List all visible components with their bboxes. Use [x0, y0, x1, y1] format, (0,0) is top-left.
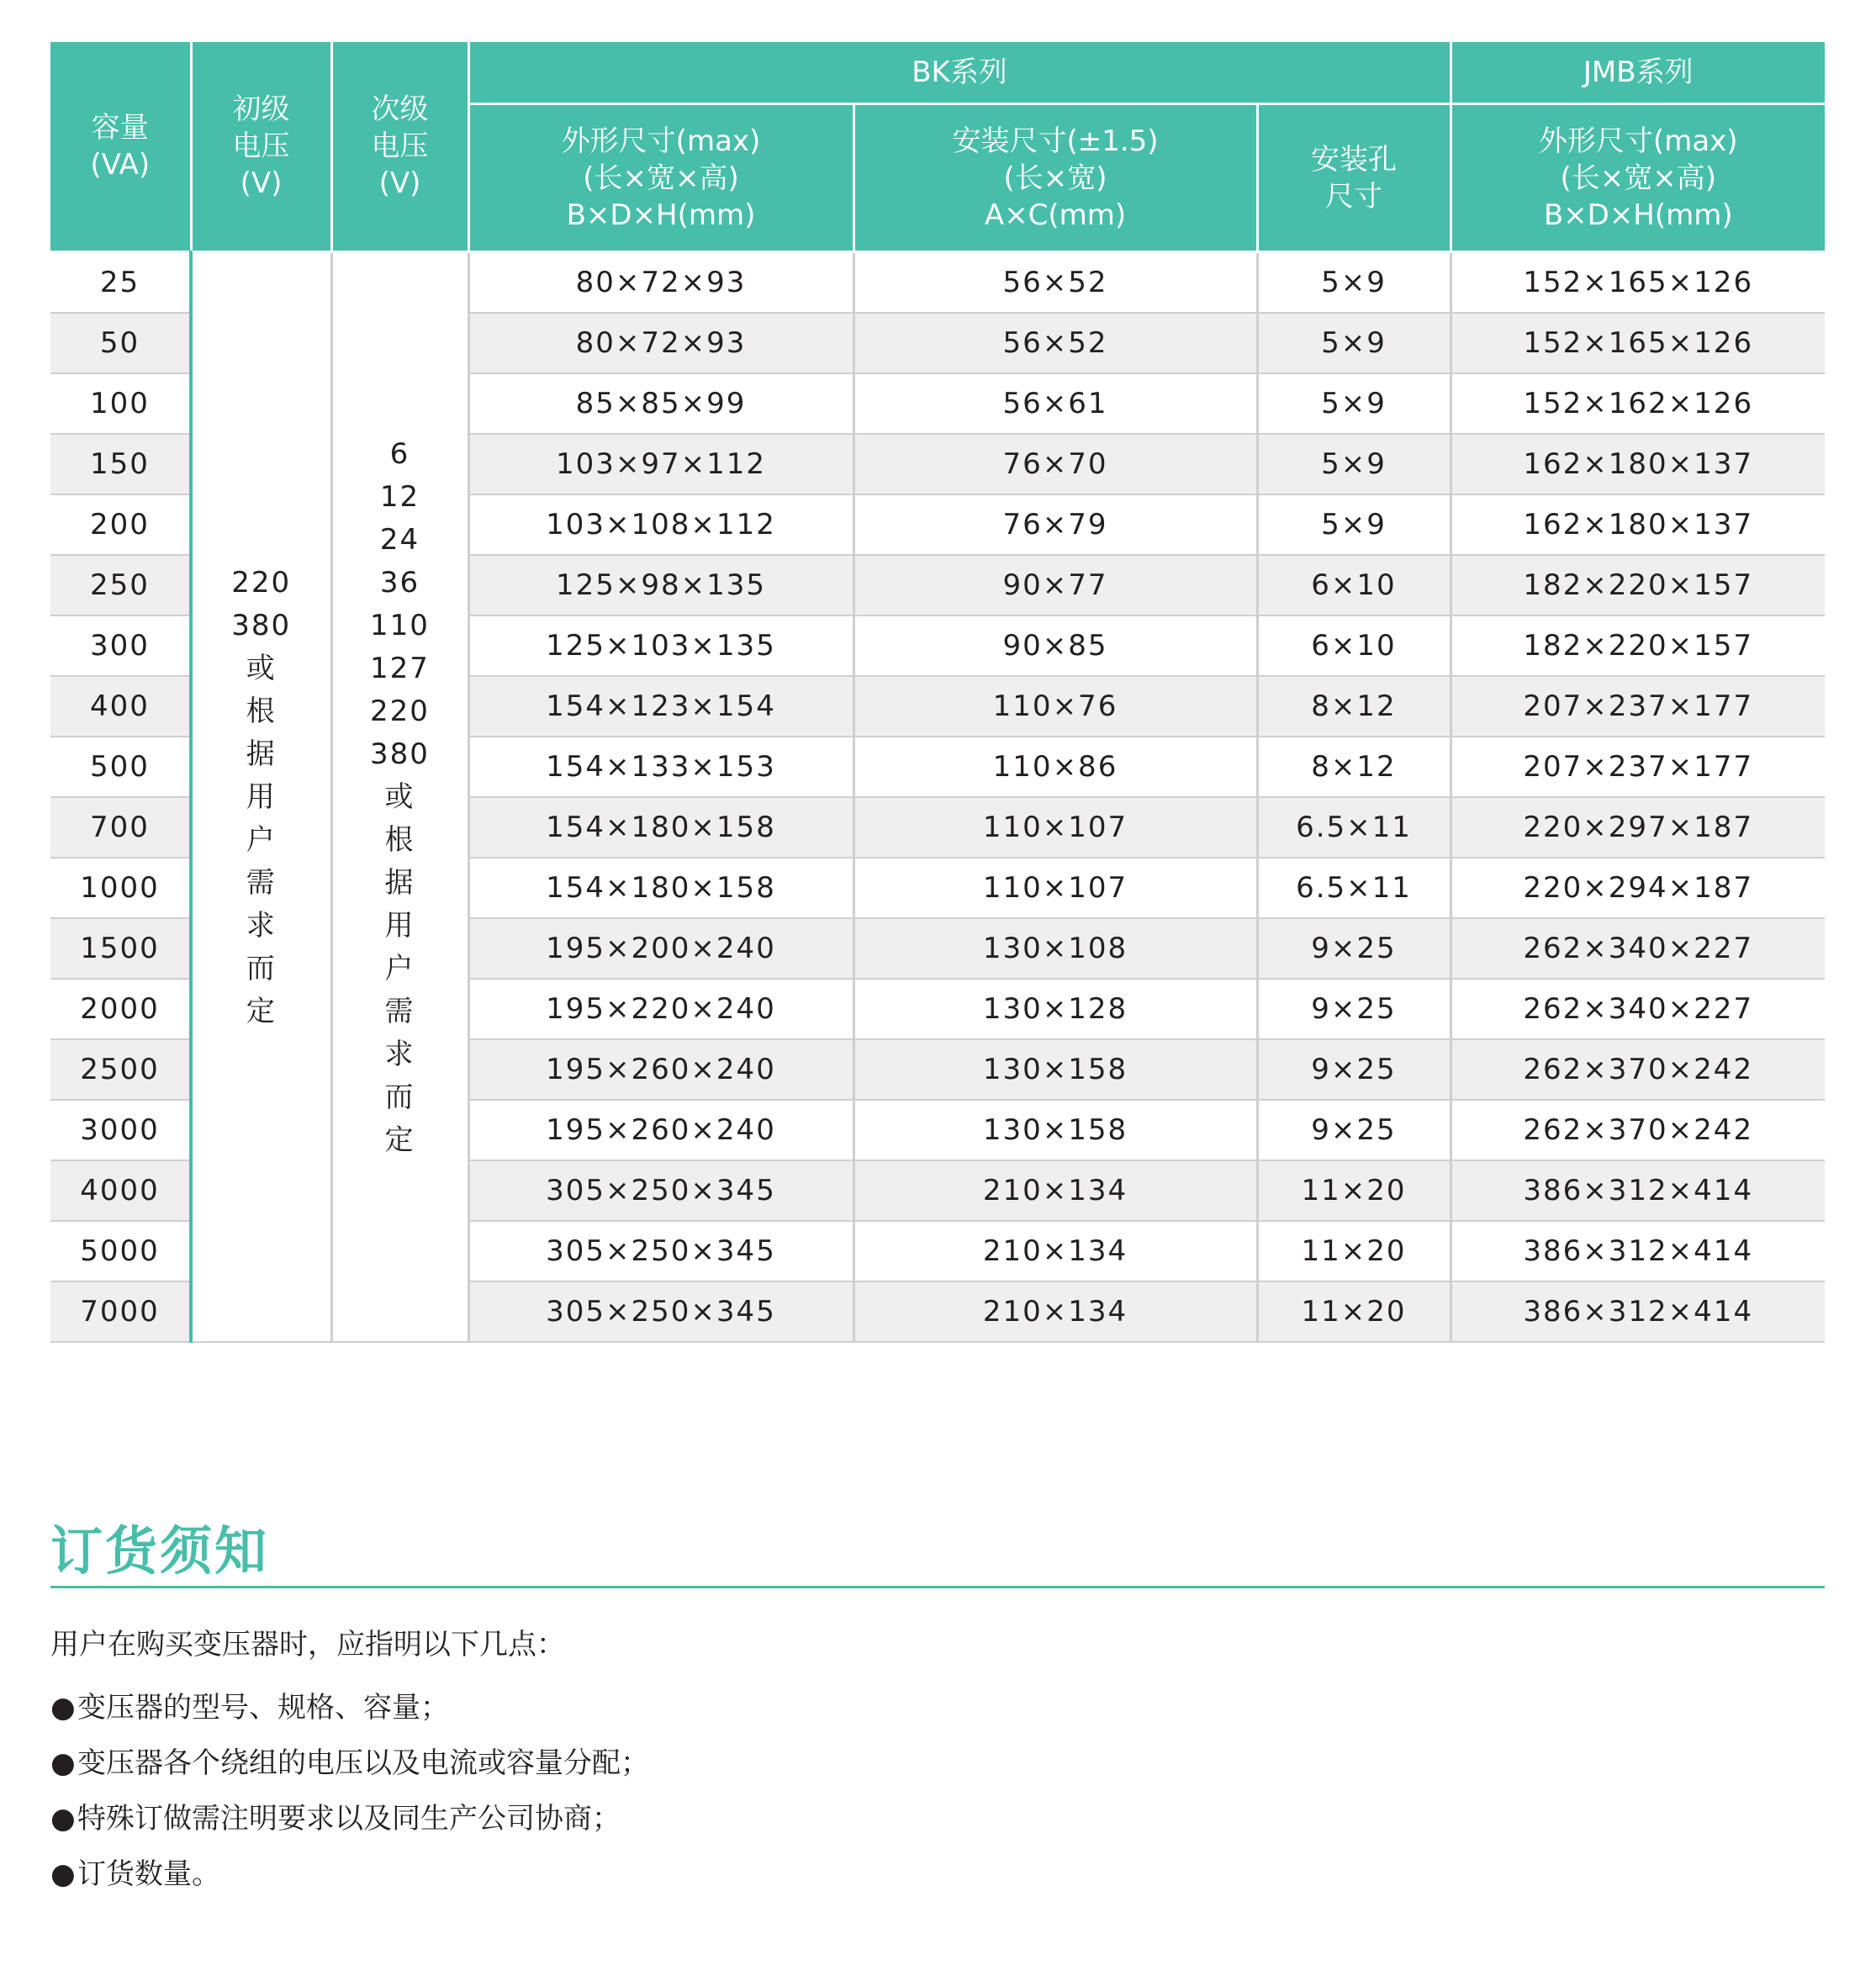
bk-mount-cell: 90×85 — [853, 615, 1257, 676]
bk-outline-cell: 154×180×158 — [468, 858, 853, 918]
bk-outline-cell: 154×123×154 — [468, 676, 853, 737]
bk-mount-cell: 210×134 — [853, 1160, 1257, 1221]
header-bk-series: BK系列 — [468, 42, 1451, 104]
bk-hole-cell: 6×10 — [1257, 615, 1451, 676]
bk-outline-cell: 125×98×135 — [468, 555, 853, 615]
list-item-text: 特殊订做需注明要求以及同生产公司协商； — [77, 1802, 621, 1836]
jmb-outline-cell: 162×180×137 — [1451, 434, 1825, 494]
bk-outline-cell: 80×72×93 — [468, 252, 853, 314]
header-bk-mount: 安装尺寸(±1.5) (长×宽) A×C(mm) — [853, 104, 1257, 252]
bk-mount-cell: 76×79 — [853, 494, 1257, 555]
bk-mount-cell: 130×158 — [853, 1100, 1257, 1160]
list-item-text: 变压器各个绕组的电压以及电流或容量分配； — [77, 1746, 649, 1780]
bk-mount-cell: 110×76 — [853, 676, 1257, 737]
bk-outline-cell: 305×250×345 — [468, 1221, 853, 1281]
capacity-cell: 5000 — [50, 1221, 191, 1281]
bullet-icon: ● — [50, 1802, 76, 1836]
jmb-outline-cell: 162×180×137 — [1451, 494, 1825, 555]
bk-hole-cell: 5×9 — [1257, 313, 1451, 373]
capacity-cell: 2500 — [50, 1039, 191, 1100]
spec-table — [50, 42, 1825, 1343]
jmb-outline-cell: 152×162×126 — [1451, 373, 1825, 434]
bk-outline-cell: 125×103×135 — [468, 615, 853, 676]
jmb-outline-cell: 182×220×157 — [1451, 615, 1825, 676]
header-jmb-series: JMB系列 — [1451, 42, 1825, 104]
bk-hole-cell: 6.5×11 — [1257, 858, 1451, 918]
bk-hole-cell: 5×9 — [1257, 373, 1451, 434]
jmb-outline-cell: 262×370×242 — [1451, 1039, 1825, 1100]
capacity-cell: 50 — [50, 313, 191, 373]
capacity-cell: 1000 — [50, 858, 191, 918]
order-divider — [50, 1586, 1825, 1588]
capacity-cell: 1500 — [50, 918, 191, 979]
bk-outline-cell: 80×72×93 — [468, 313, 853, 373]
bk-hole-cell: 6×10 — [1257, 555, 1451, 615]
bk-mount-cell: 56×52 — [853, 313, 1257, 373]
order-intro: 用户在购买变压器时，应指明以下几点： — [50, 1628, 565, 1661]
bk-outline-cell: 154×133×153 — [468, 737, 853, 797]
jmb-outline-cell: 152×165×126 — [1451, 252, 1825, 314]
bk-hole-cell: 11×20 — [1257, 1160, 1451, 1221]
bk-outline-cell: 103×97×112 — [468, 434, 853, 494]
bk-hole-cell: 8×12 — [1257, 676, 1451, 737]
bk-mount-cell: 110×86 — [853, 737, 1257, 797]
bk-mount-cell: 210×134 — [853, 1281, 1257, 1342]
bk-hole-cell: 9×25 — [1257, 979, 1451, 1039]
bk-hole-cell: 8×12 — [1257, 737, 1451, 797]
bk-hole-cell: 9×25 — [1257, 1039, 1451, 1100]
jmb-outline-cell: 386×312×414 — [1451, 1160, 1825, 1221]
bk-mount-cell: 110×107 — [853, 858, 1257, 918]
capacity-cell: 150 — [50, 434, 191, 494]
capacity-cell: 700 — [50, 797, 191, 858]
list-item — [50, 1846, 649, 1902]
capacity-cell: 4000 — [50, 1160, 191, 1221]
jmb-outline-cell: 207×237×177 — [1451, 676, 1825, 737]
bk-mount-cell: 90×77 — [853, 555, 1257, 615]
header-primary-voltage: 初级 电压 (V) — [191, 42, 331, 252]
bk-outline-cell: 195×260×240 — [468, 1100, 853, 1160]
capacity-cell: 3000 — [50, 1100, 191, 1160]
jmb-outline-cell: 220×297×187 — [1451, 797, 1825, 858]
capacity-cell: 250 — [50, 555, 191, 615]
capacity-cell: 2000 — [50, 979, 191, 1039]
bk-hole-cell: 11×20 — [1257, 1281, 1451, 1342]
bk-outline-cell: 195×220×240 — [468, 979, 853, 1039]
bk-outline-cell: 103×108×112 — [468, 494, 853, 555]
capacity-cell: 25 — [50, 252, 191, 314]
jmb-outline-cell: 386×312×414 — [1451, 1281, 1825, 1342]
bk-mount-cell: 130×158 — [853, 1039, 1257, 1100]
jmb-outline-cell: 182×220×157 — [1451, 555, 1825, 615]
jmb-outline-cell: 220×294×187 — [1451, 858, 1825, 918]
bullet-icon: ● — [50, 1746, 76, 1780]
list-item — [50, 1791, 649, 1846]
bk-mount-cell: 110×107 — [853, 797, 1257, 858]
bk-hole-cell: 9×25 — [1257, 918, 1451, 979]
jmb-outline-cell: 207×237×177 — [1451, 737, 1825, 797]
bullet-icon: ● — [50, 1691, 76, 1725]
order-list — [50, 1680, 649, 1902]
jmb-outline-cell: 152×165×126 — [1451, 313, 1825, 373]
capacity-cell: 500 — [50, 737, 191, 797]
list-item — [50, 1680, 649, 1735]
bk-outline-cell: 195×200×240 — [468, 918, 853, 979]
header-bk-outline: 外形尺寸(max) (长×宽×高) B×D×H(mm) — [468, 104, 853, 252]
list-item-text: 订货数量。 — [77, 1857, 220, 1891]
bk-mount-cell: 130×128 — [853, 979, 1257, 1039]
primary-voltage-cell: 220 380 或 根 据 用 户 需 求 而 定 — [191, 252, 331, 1343]
header-secondary-voltage: 次级 电压 (V) — [331, 42, 468, 252]
jmb-outline-cell: 262×340×227 — [1451, 979, 1825, 1039]
bk-mount-cell: 76×70 — [853, 434, 1257, 494]
bk-mount-cell: 56×61 — [853, 373, 1257, 434]
bk-outline-cell: 305×250×345 — [468, 1160, 853, 1221]
bk-outline-cell: 195×260×240 — [468, 1039, 853, 1100]
jmb-outline-cell: 262×370×242 — [1451, 1100, 1825, 1160]
secondary-voltage-cell: 6 12 24 36 110 127 220 380 或 根 据 用 户 需 求 而 定 — [331, 252, 468, 1343]
header-jmb-outline: 外形尺寸(max) (长×宽×高) B×D×H(mm) — [1451, 104, 1825, 252]
bk-outline-cell: 305×250×345 — [468, 1281, 853, 1342]
bk-mount-cell: 210×134 — [853, 1221, 1257, 1281]
header-capacity: 容量 (VA) — [50, 42, 191, 252]
capacity-cell: 200 — [50, 494, 191, 555]
bk-outline-cell: 154×180×158 — [468, 797, 853, 858]
capacity-cell: 100 — [50, 373, 191, 434]
bk-hole-cell: 5×9 — [1257, 434, 1451, 494]
list-item-text: 变压器的型号、规格、容量； — [77, 1691, 449, 1725]
header-bk-hole: 安装孔 尺寸 — [1257, 104, 1451, 252]
bk-mount-cell: 130×108 — [853, 918, 1257, 979]
bk-hole-cell: 5×9 — [1257, 252, 1451, 314]
bk-hole-cell: 6.5×11 — [1257, 797, 1451, 858]
bullet-icon: ● — [50, 1857, 76, 1891]
bk-mount-cell: 56×52 — [853, 252, 1257, 314]
jmb-outline-cell: 262×340×227 — [1451, 918, 1825, 979]
bk-hole-cell: 5×9 — [1257, 494, 1451, 555]
capacity-cell: 300 — [50, 615, 191, 676]
capacity-cell: 7000 — [50, 1281, 191, 1342]
bk-outline-cell: 85×85×99 — [468, 373, 853, 434]
bk-hole-cell: 9×25 — [1257, 1100, 1451, 1160]
order-title: 订货须知 — [50, 1520, 270, 1582]
table-body — [50, 252, 1825, 1343]
capacity-cell: 400 — [50, 676, 191, 737]
bk-hole-cell: 11×20 — [1257, 1221, 1451, 1281]
jmb-outline-cell: 386×312×414 — [1451, 1221, 1825, 1281]
table-row — [50, 252, 1825, 314]
list-item — [50, 1735, 649, 1791]
